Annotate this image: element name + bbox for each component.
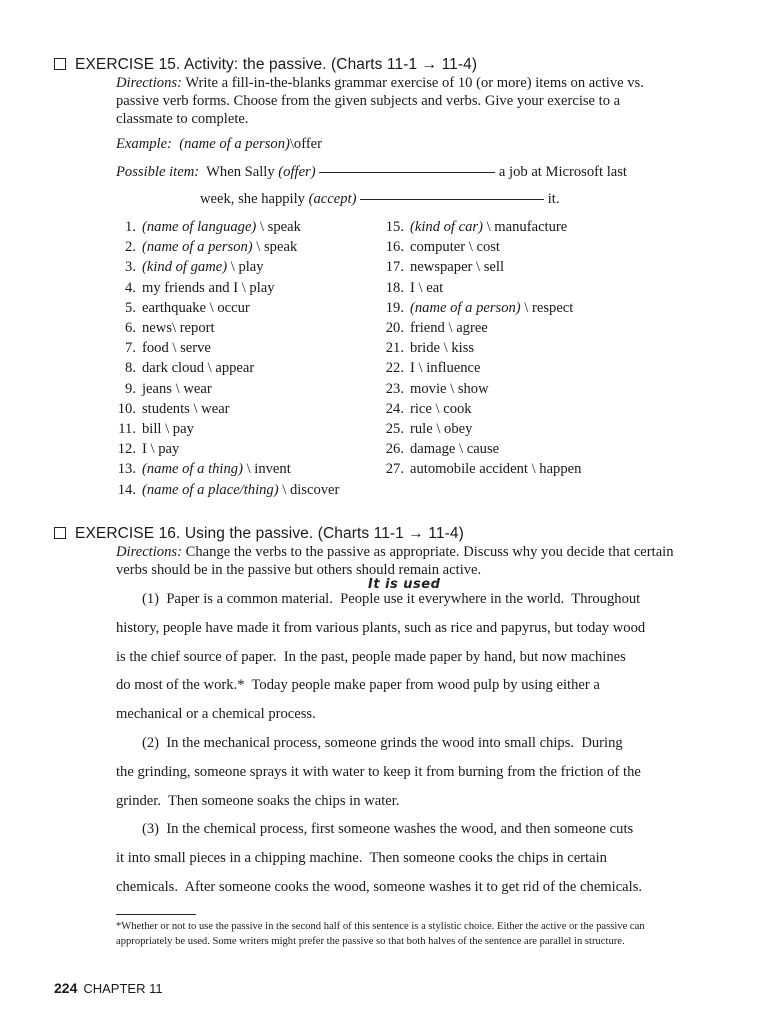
item-number: 17. xyxy=(385,259,404,276)
list-item xyxy=(378,239,500,259)
item-text: rice \ cook xyxy=(410,400,472,417)
footnote: *Whether or not to use the passive in the second half of this sentence is a stylistic choice. Either the active or the passive can appropriately be used. Some writers might prefer the passive so that both halves of the sentence are parallel in structure. xyxy=(116,921,645,947)
passage-line: (3) In the chemical process, first someone washes the wood, and then someone cuts xyxy=(142,821,634,838)
item-text: \ speak xyxy=(252,239,298,256)
list-item xyxy=(378,300,573,320)
item-text: bride \ kiss xyxy=(410,340,475,357)
item-number: 21. xyxy=(385,340,404,357)
item-text: dark cloud \ appear xyxy=(142,360,255,377)
list-item xyxy=(110,280,275,300)
blank-line xyxy=(360,199,544,200)
exercise-15-heading xyxy=(54,56,477,74)
possible-text-1c: a job at Microsoft last xyxy=(498,164,627,180)
directions-text: Change the verbs to the passive as appropriate. Discuss why you decide that certain verbs should be in the passive but others should remain active. xyxy=(116,544,674,578)
item-number: 12. xyxy=(117,441,136,458)
item-number: 15. xyxy=(385,219,404,235)
list-item xyxy=(110,300,250,320)
list-item xyxy=(110,340,211,360)
list-item xyxy=(110,360,254,380)
list-item xyxy=(110,239,297,259)
list-item xyxy=(378,381,489,401)
item-text: rule \ obey xyxy=(410,421,473,437)
example-label: Example: xyxy=(116,136,172,152)
item-hint: (kind of car) xyxy=(410,219,483,235)
item-text: food \ serve xyxy=(142,340,211,357)
item-number: 7. xyxy=(125,340,136,357)
passage-line: (1) Paper is a common material. People use it everywhere in the world. Throughout xyxy=(142,591,641,607)
exercise-15-title: EXERCISE 15. Activity: the passive. (Charts 11-1 → 11-4) xyxy=(75,56,478,73)
page-number: 224 xyxy=(54,980,78,996)
item-hint: (kind of game) xyxy=(142,259,228,276)
passage-line: is the chief source of paper. In the past, people made paper by hand, but now machines xyxy=(116,648,626,665)
item-number: 25. xyxy=(385,421,404,437)
item-text: news\ report xyxy=(142,320,215,336)
item-number: 3. xyxy=(125,259,136,276)
checkbox-icon xyxy=(54,527,66,539)
list-item xyxy=(378,219,567,239)
item-hint: (name of language) xyxy=(142,219,257,235)
directions-label: Directions: xyxy=(116,75,182,91)
list-item xyxy=(110,461,291,481)
item-text: jeans \ wear xyxy=(142,380,212,397)
checkbox-icon xyxy=(54,58,66,70)
list-item xyxy=(110,381,212,401)
exercise-16-heading xyxy=(54,525,464,543)
exercise-16-title: EXERCISE 16. Using the passive. (Charts 11-1 → 11-4) xyxy=(75,525,464,542)
possible-label: Possible item: xyxy=(116,164,200,180)
chapter-label: CHAPTER 11 xyxy=(83,981,163,996)
item-number: 6. xyxy=(125,320,136,336)
item-number: 22. xyxy=(385,360,404,377)
passage-line: do most of the work.* Today people make paper from wood pulp by using either a xyxy=(116,677,600,694)
list-item xyxy=(378,441,499,461)
item-number: 13. xyxy=(117,461,136,478)
list-item xyxy=(110,259,264,279)
item-text: \ respect xyxy=(520,299,574,316)
passage-line: mechanical or a chemical process. xyxy=(116,706,316,723)
example-rest: \offer xyxy=(289,136,323,152)
item-number: 20. xyxy=(385,320,404,336)
possible-verb-accept: (accept) xyxy=(308,191,357,207)
item-text: automobile accident \ happen xyxy=(410,461,582,478)
item-text: I \ pay xyxy=(142,441,180,458)
possible-verb-offer: (offer) xyxy=(278,164,316,180)
directions-label: Directions: xyxy=(116,544,182,560)
item-text: I \ eat xyxy=(410,279,444,296)
example-hint: (name of a person) xyxy=(179,136,290,152)
list-item xyxy=(378,360,481,380)
item-text: newspaper \ sell xyxy=(410,259,505,276)
item-text: \ invent xyxy=(242,461,291,478)
item-text: I \ influence xyxy=(410,360,481,377)
item-number: 4. xyxy=(125,279,136,296)
item-hint: (name of a place/thing) xyxy=(142,481,279,498)
item-number: 11. xyxy=(118,421,136,437)
item-number: 10. xyxy=(117,400,136,417)
list-item xyxy=(110,441,179,461)
item-text: earthquake \ occur xyxy=(142,299,250,316)
list-item xyxy=(378,259,504,279)
item-text: \ manufacture xyxy=(482,219,568,235)
item-text: \ discover xyxy=(278,481,340,498)
item-number: 2. xyxy=(125,239,136,256)
passage-line: chemicals. After someone cooks the wood, someone washes it to get rid of the chemicals. xyxy=(116,879,643,895)
blank-line xyxy=(319,172,495,173)
list-item xyxy=(110,219,301,239)
possible-item-line-2 xyxy=(200,191,560,208)
possible-item-line-1 xyxy=(116,164,627,181)
passage-line: (2) In the mechanical process, someone grinds the wood into small chips. During xyxy=(142,735,623,751)
item-number: 19. xyxy=(385,299,404,316)
passage-line: history, people have made it from various plants, such as rice and papyrus, but today wood xyxy=(116,619,646,636)
item-number: 16. xyxy=(385,239,404,256)
item-hint: (name of a person) xyxy=(410,299,521,316)
item-number: 5. xyxy=(125,299,136,316)
exercise-16-directions xyxy=(116,543,676,579)
item-text: students \ wear xyxy=(142,400,230,417)
list-item xyxy=(110,401,230,421)
passage-line: the grinding, someone sprays it with water to keep it from burning from the friction of the xyxy=(116,763,641,780)
exercise-15-directions xyxy=(116,74,676,128)
list-item xyxy=(378,421,472,441)
list-item xyxy=(110,320,215,340)
passage-line: it into small pieces in a chipping machine. Then someone cooks the chips in certain xyxy=(116,850,607,867)
item-text: my friends and I \ play xyxy=(142,279,275,296)
item-number: 26. xyxy=(385,441,404,458)
item-text: damage \ cause xyxy=(410,441,500,458)
directions-text: Write a fill-in-the-blanks grammar exercise of 10 (or more) items on active vs. passive verb forms. Choose from the given subjects and verbs. Give your exercise to a classmate to complete. xyxy=(116,75,644,127)
item-text: movie \ show xyxy=(410,380,489,397)
possible-text-1a: When Sally xyxy=(206,164,275,180)
list-item xyxy=(378,461,581,481)
item-number: 14. xyxy=(117,481,136,498)
item-text: bill \ pay xyxy=(142,421,194,437)
footnote-rule xyxy=(116,914,196,915)
item-number: 18. xyxy=(385,279,404,296)
list-item xyxy=(378,320,488,340)
handwritten-annotation: It is used xyxy=(368,577,441,592)
page-footer xyxy=(54,980,163,996)
item-number: 24. xyxy=(385,400,404,417)
item-text: \ play xyxy=(227,259,264,276)
possible-text-2c: it. xyxy=(547,191,560,207)
list-item xyxy=(110,421,194,441)
list-item xyxy=(110,482,339,502)
list-item xyxy=(378,340,474,360)
item-number: 27. xyxy=(385,461,404,478)
example-line xyxy=(116,136,322,153)
list-item xyxy=(378,401,472,421)
item-hint: (name of a person) xyxy=(142,239,253,256)
item-number: 8. xyxy=(125,360,136,377)
possible-text-2a: week, she happily xyxy=(200,191,305,207)
item-text: friend \ agree xyxy=(410,320,488,336)
item-number: 23. xyxy=(385,380,404,397)
item-text: computer \ cost xyxy=(410,239,500,256)
item-hint: (name of a thing) xyxy=(142,461,243,478)
item-number: 1. xyxy=(125,219,136,235)
passage-line: grinder. Then someone soaks the chips in water. xyxy=(116,792,400,809)
item-number: 9. xyxy=(125,380,136,397)
item-text: \ speak xyxy=(256,219,301,235)
list-item xyxy=(378,280,443,300)
